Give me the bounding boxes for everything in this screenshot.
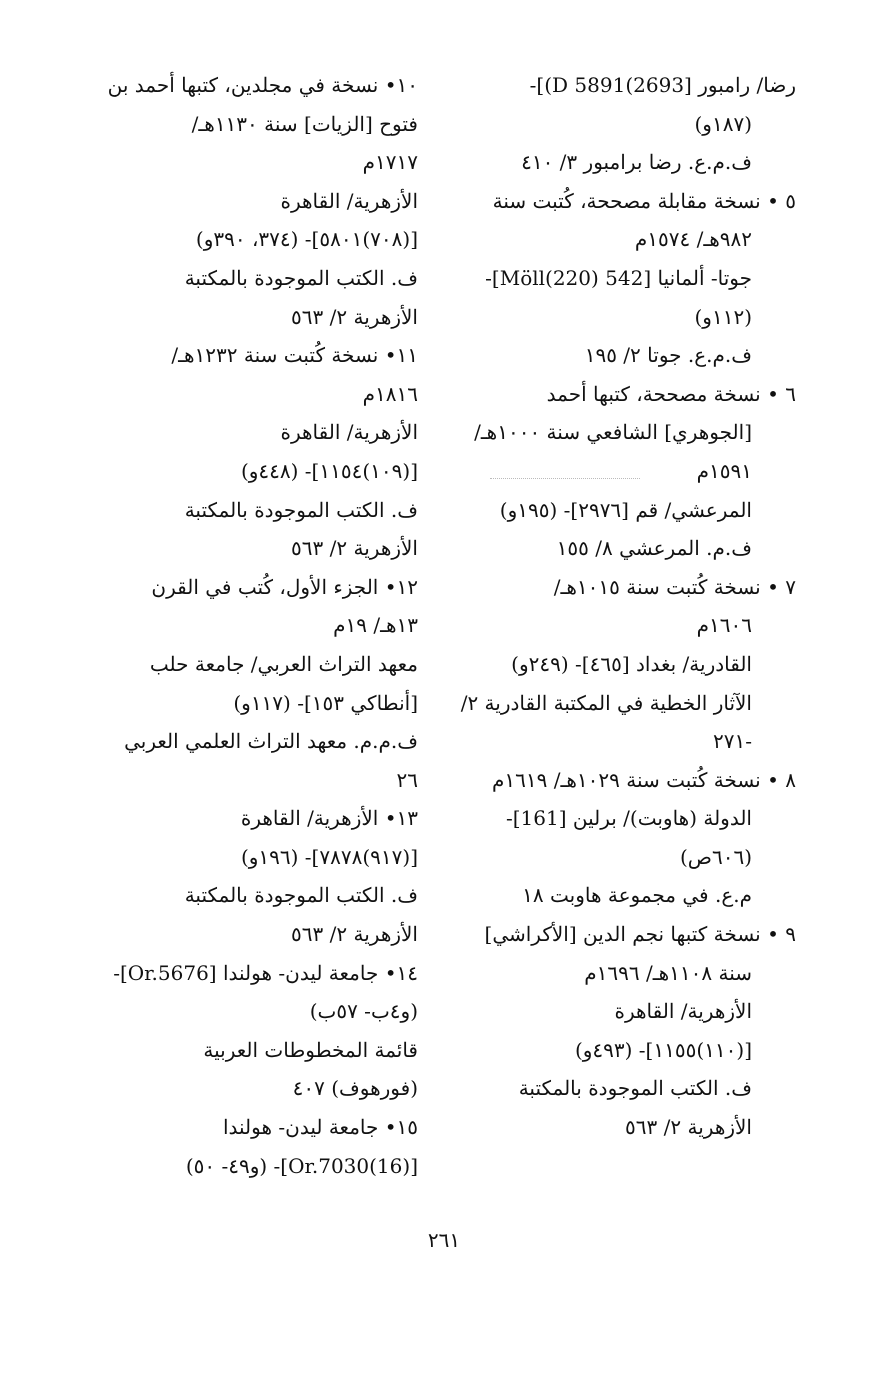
entry-line: ٩ • نسخة كتبها نجم الدين [الأكراشي]	[484, 922, 796, 947]
entry-line: المرعشي/ قم [٢٩٧٦]- (١٩٥و)	[499, 497, 752, 522]
entry-line: قائمة المخطوطات العربية	[203, 1037, 418, 1062]
entry-line: الأزهرية/ القاهرة	[280, 188, 418, 213]
entry-line: ٧ • نسخة كُتبت سنة ١٠١٥هـ/	[553, 574, 796, 599]
entry-line: (١٨٧و)	[694, 111, 752, 136]
entry-line: الدولة (هاوبت)/ برلين [161]-	[505, 806, 752, 831]
entry-line: ١٣• الأزهرية/ القاهرة	[240, 806, 418, 831]
entry-line: ٦ • نسخة مصححة، كتبها أحمد	[546, 381, 796, 406]
entry-line: ٥ • نسخة مقابلة مصححة، كُتبت سنة	[492, 188, 796, 213]
entry-line: [(١١٠)١١٥٥]- (٤٩٣و)	[574, 1037, 752, 1062]
entry-line: الأزهرية ٢/ ٥٦٣	[625, 1115, 752, 1140]
right-column	[460, 66, 796, 1147]
entry-line: سنة ١١٠٨هـ/ ١٦٩٦م	[584, 960, 752, 985]
entry-line: [Or.7030(16)]- (و٤٩- ٥٠)	[185, 1153, 418, 1178]
entry-line: -٢٧١	[713, 729, 752, 754]
scan-artifact	[490, 478, 640, 480]
entry-line: رضا/ رامبور [2693)5891 D)]-	[529, 73, 796, 97]
entry-line: ف.م. المرعشي ٨/ ١٥٥	[556, 536, 752, 561]
entry-line: ف.م.م. معهد التراث العلمي العربي	[124, 729, 418, 754]
entry-line: [الجوهري] الشافعي سنة ١٠٠٠هـ/	[474, 420, 752, 445]
entry-line: ١٧١٧م	[362, 150, 418, 175]
entry-line: ١٨١٦م	[362, 381, 418, 406]
entry-line: فتوح [الزيات] سنة ١١٣٠هـ/	[191, 111, 418, 136]
entry-line: ٨ • نسخة كُتبت سنة ١٠٢٩هـ/ ١٦١٩م	[492, 767, 796, 792]
entry-line: ف.م.ع. جوتا ٢/ ١٩٥	[584, 343, 752, 368]
entry-line: الأزهرية ٢/ ٥٦٣	[291, 922, 418, 947]
entry-line: ف. الكتب الموجودة بالمكتبة	[518, 1076, 752, 1101]
entry-line: ف. الكتب الموجودة بالمكتبة	[184, 265, 418, 290]
entry-line: الأزهرية ٢/ ٥٦٣	[291, 536, 418, 561]
entry-line: (٦٠٦ص)	[679, 844, 752, 869]
entry-line: جوتا- ألمانيا [542 Möll(220)]-	[485, 265, 752, 290]
entry-line: معهد التراث العربي/ جامعة حلب	[149, 651, 418, 676]
entry-line: [أنطاكي ١٥٣]- (١١٧و)	[233, 690, 418, 715]
entry-line: (و٤ب- ٥٧ب)	[309, 999, 418, 1024]
entry-line: [(٩١٧)٧٨٧٨]- (١٩٦و)	[240, 844, 418, 869]
entry-line: (١١٢و)	[694, 304, 752, 329]
entry-line: [(٧٠٨)٥٨٠١]- (٣٧٤، ٣٩٠و)	[195, 227, 418, 252]
entry-line: ٢٦	[396, 767, 418, 792]
left-column	[82, 66, 418, 1185]
page-number: ٢٦١	[427, 1228, 461, 1252]
entry-line: ف.م.ع. رضا برامبور ٣/ ٤١٠	[521, 150, 752, 175]
entry-line: ف. الكتب الموجودة بالمكتبة	[184, 497, 418, 522]
entry-line: ف. الكتب الموجودة بالمكتبة	[184, 883, 418, 908]
entry-line: ١١• نسخة كُتبت سنة ١٢٣٢هـ/	[171, 343, 418, 368]
entry-line: ١٣هـ/ ١٩م	[333, 613, 418, 638]
entry-line: ١٥٩١م	[696, 458, 752, 483]
entry-line: (فورهوف) ٤٠٧	[292, 1076, 418, 1101]
entry-line: الأزهرية ٢/ ٥٦٣	[291, 304, 418, 329]
entry-line: الأزهرية/ القاهرة	[614, 999, 752, 1024]
entry-line: ١٢• الجزء الأول، كُتب في القرن	[151, 574, 418, 599]
entry-line: ١٦٠٦م	[696, 613, 752, 638]
entry-line: الآثار الخطية في المكتبة القادرية ٢/	[460, 690, 752, 715]
entry-line: ١٠• نسخة في مجلدين، كتبها أحمد بن	[107, 73, 418, 97]
entry-line: القادرية/ بغداد [٤٦٥]- (٢٤٩و)	[511, 651, 752, 676]
entry-line: [(١٠٩)١١٥٤]- (٤٤٨و)	[240, 458, 418, 483]
entry-line: ٩٨٢هـ/ ١٥٧٤م	[634, 227, 752, 252]
entry-line: الأزهرية/ القاهرة	[280, 420, 418, 445]
entry-line: ١٤• جامعة ليدن- هولندا [Or.5676]-	[113, 960, 418, 985]
entry-line: م.ع. في مجموعة هاوبت ١٨	[522, 883, 752, 908]
entry-line: ١٥• جامعة ليدن- هولندا	[222, 1115, 418, 1140]
